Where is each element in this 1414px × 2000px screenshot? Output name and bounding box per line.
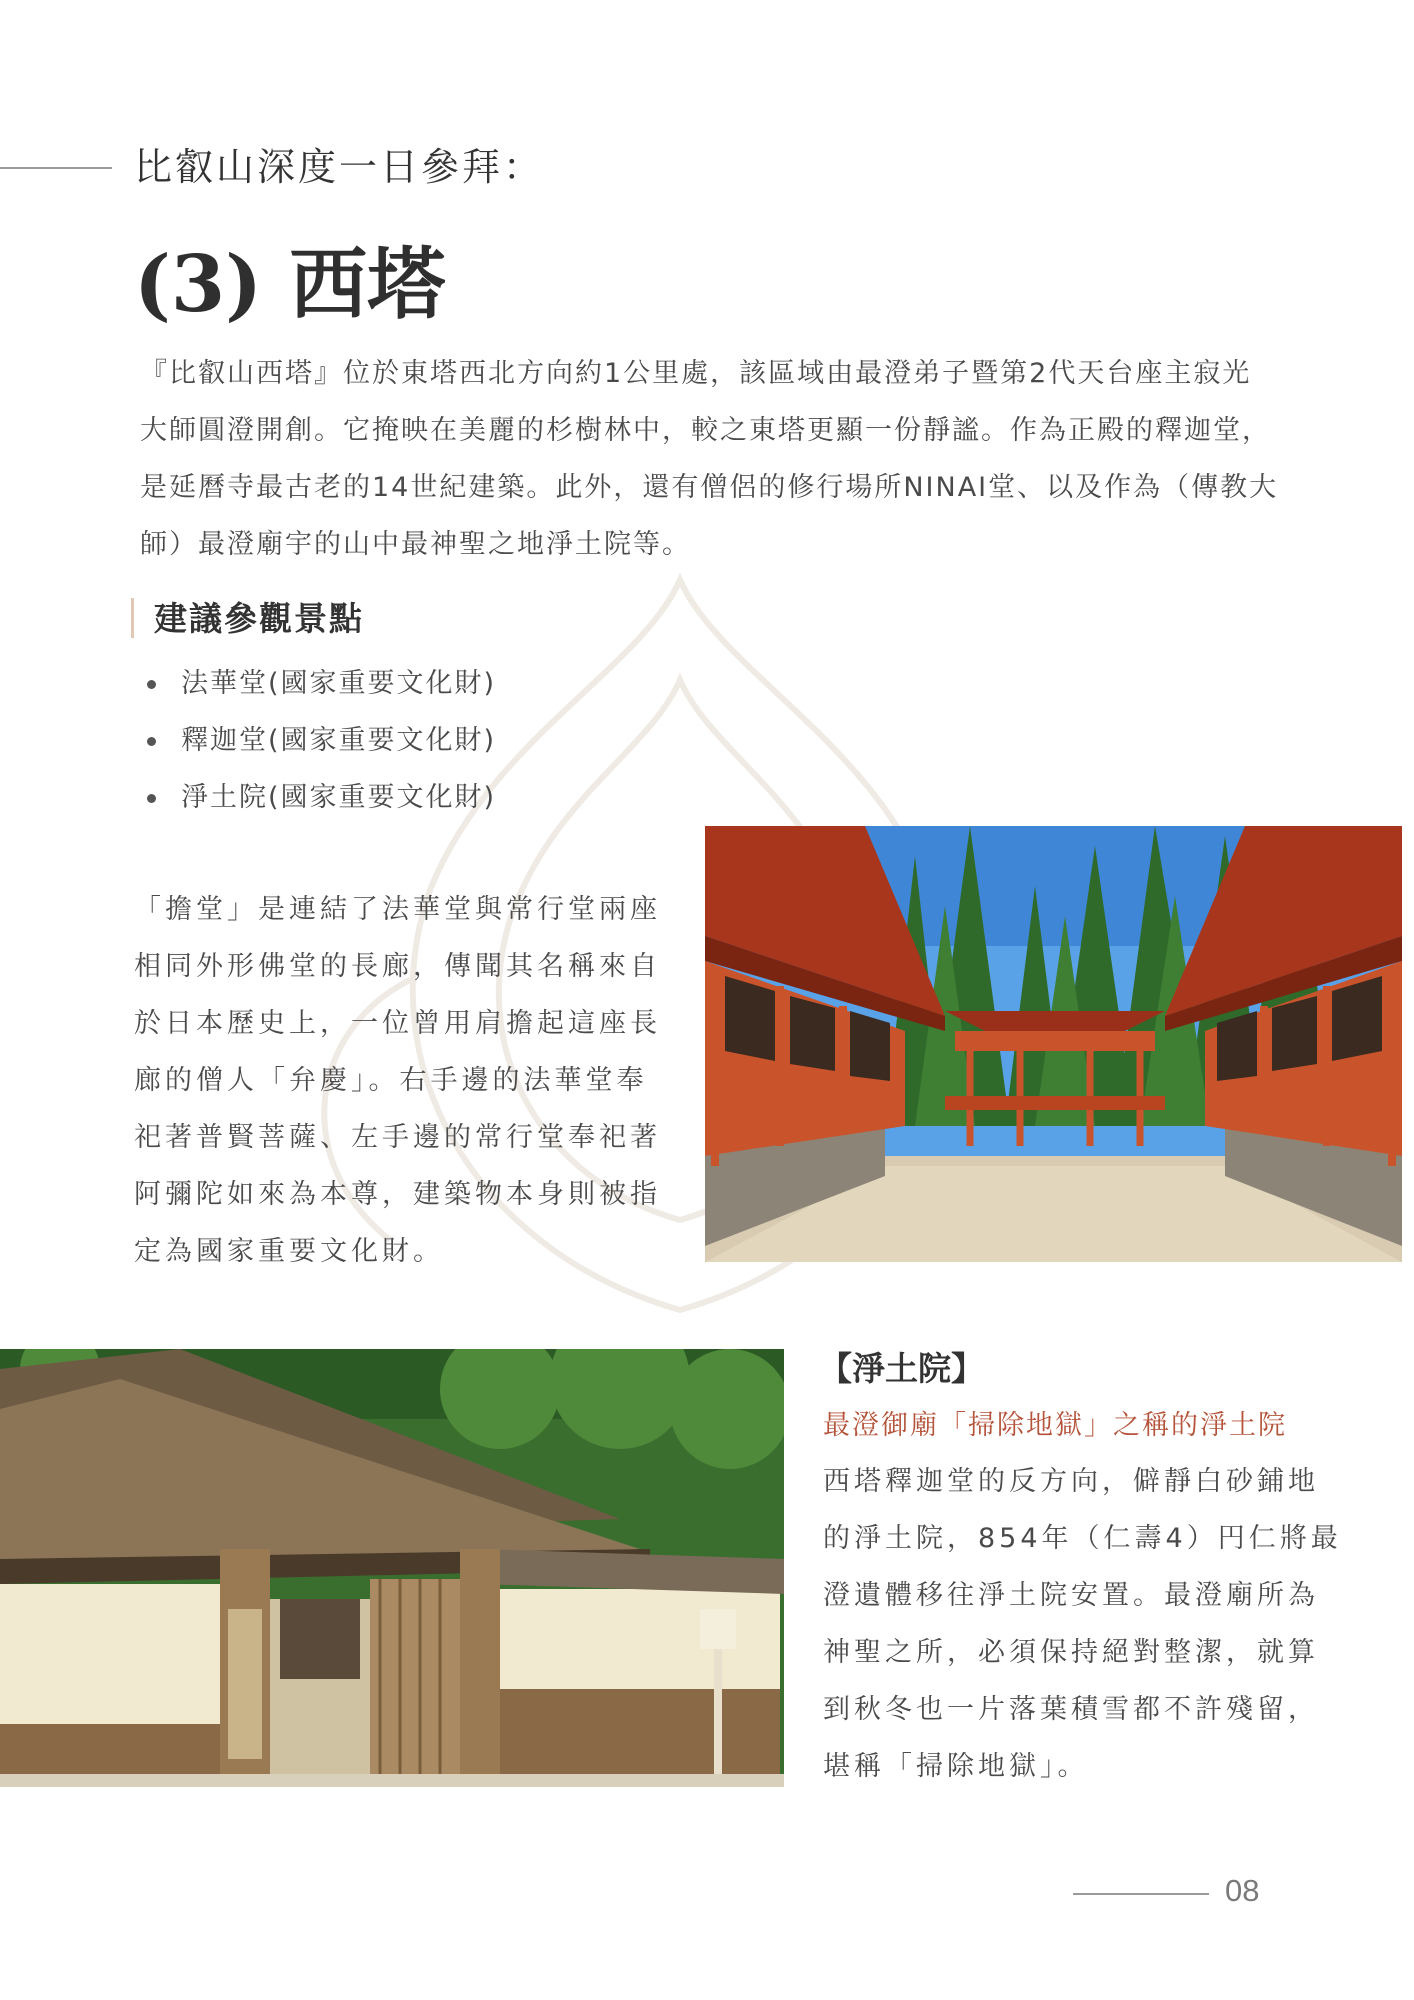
footer-rule [1073, 1893, 1209, 1895]
ninaido-corridor-photo [705, 826, 1402, 1262]
page-subtitle: 比叡山深度一日參拜： [134, 145, 545, 189]
jodoin-paragraph: 西塔釋迦堂的反方向，僻靜白砂鋪地的淨土院，854年（仁壽4）円仁將最澄遺體移往淨土院安置。最澄廟所為神聖之所，必須保持絕對整潔，就算到秋冬也一片落葉積雪都不許殘留，堪稱「掃除地獄」。 [823, 1466, 1342, 1782]
list-item: 淨土院(國家重要文化財) [145, 769, 496, 826]
jodoin-heading: 【淨土院】 [819, 1349, 984, 1388]
list-item: 釋迦堂(國家重要文化財) [145, 712, 496, 769]
header-rule [0, 167, 112, 169]
intro-paragraph: 『比叡山西塔』位於東塔西北方向約1公里處，該區域由最澄弟子暨第2代天台座主寂光大師圓澄開創。它掩映在美麗的杉樹林中，較之東塔更顯一份靜謐。作為正殿的釋迦堂，是延曆寺最古老的14世紀建築。此外，還有僧侶的修行場所NINAI堂、以及作為（傳教大師）最澄廟宇的山中最神聖之地淨土院等。 [140, 358, 1279, 560]
recommended-spots-list [145, 655, 496, 826]
jodoin-subheading: 最澄御廟「掃除地獄」之稱的淨土院 [823, 1410, 1287, 1441]
recommended-spots-heading: 建議參觀景點 [154, 599, 364, 638]
ninaido-paragraph: 「擔堂」是連結了法華堂與常行堂兩座相同外形佛堂的長廊，傳聞其名稱來自於日本歷史上，一位曾用肩擔起這座長廊的僧人「弁慶」。右手邊的法華堂奉祀著普賢菩薩、左手邊的常行堂奉祀著阿彌陀如來為本尊，建築物本身則被指定為國家重要文化財。 [134, 894, 661, 1267]
section-accent-bar [131, 598, 134, 638]
page-number: 08 [1225, 1873, 1260, 1908]
jodoin-gate-photo [0, 1349, 784, 1787]
list-item: 法華堂(國家重要文化財) [145, 655, 496, 712]
page-title: (3) 西塔 [134, 239, 446, 330]
